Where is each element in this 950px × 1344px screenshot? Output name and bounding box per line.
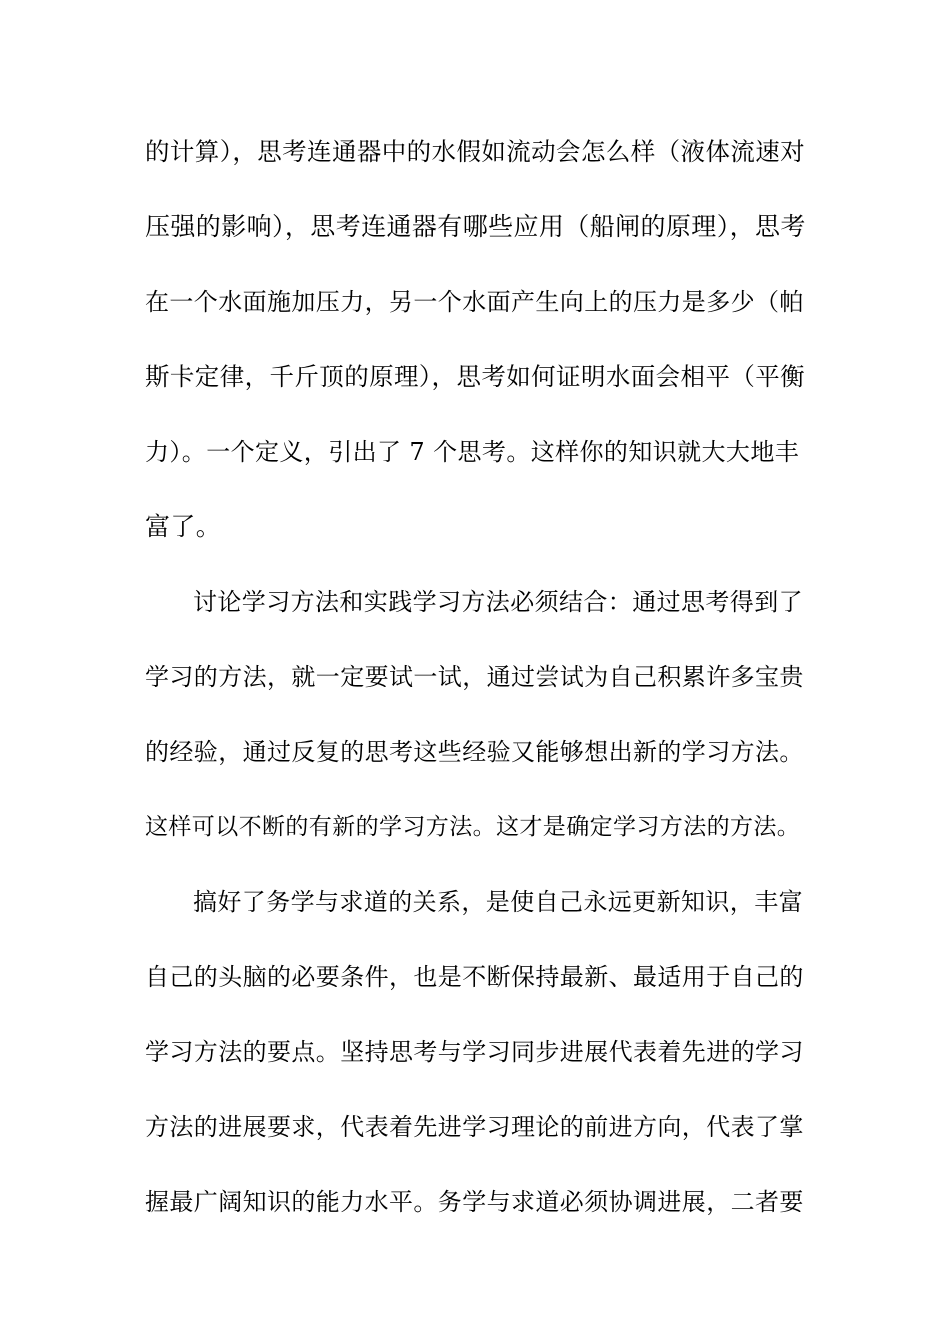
text-line: 在一个水面施加压力，另一个水面产生向上的压力是多少（帕 bbox=[145, 288, 804, 316]
text-line: 压强的影响），思考连通器有哪些应用（船闸的原理），思考 bbox=[145, 212, 806, 241]
text-line: 这样可以不断的有新的学习方法。这才是确定学习方法的方法。 bbox=[145, 814, 801, 840]
text-line: 自己的头脑的必要条件，也是不断保持最新、最适用于自己的 bbox=[145, 963, 804, 991]
text-line: 富了。 bbox=[145, 512, 222, 541]
paragraph-first-line: 讨论学习方法和实践学习方法必须结合：通过思考得到了 bbox=[193, 588, 803, 616]
text-line: 的经验，通过反复的思考这些经验又能够想出新的学习方法。 bbox=[145, 738, 804, 766]
text-line: 握最广阔知识的能力水平。务学与求道必须协调进展，二者要 bbox=[145, 1188, 804, 1216]
text-line: 力）。一个定义，引出了 7 个思考。这样你的知识就大大地丰 bbox=[145, 438, 800, 466]
text-line: 的计算），思考连通器中的水假如流动会怎么样（液体流速对 bbox=[145, 137, 806, 166]
text-line: 斯卡定律，千斤顶的原理），思考如何证明水面会相平（平衡 bbox=[145, 362, 806, 391]
text-line: 学习的方法，就一定要试一试，通过尝试为自己积累许多宝贵 bbox=[145, 663, 804, 691]
text-line: 学习方法的要点。坚持思考与学习同步进展代表着先进的学习 bbox=[145, 1038, 804, 1066]
paragraph-first-line: 搞好了务学与求道的关系，是使自己永远更新知识，丰富 bbox=[193, 888, 803, 916]
body-text bbox=[145, 128, 810, 1253]
text-line: 方法的进展要求，代表着先进学习理论的前进方向，代表了掌 bbox=[145, 1113, 804, 1141]
